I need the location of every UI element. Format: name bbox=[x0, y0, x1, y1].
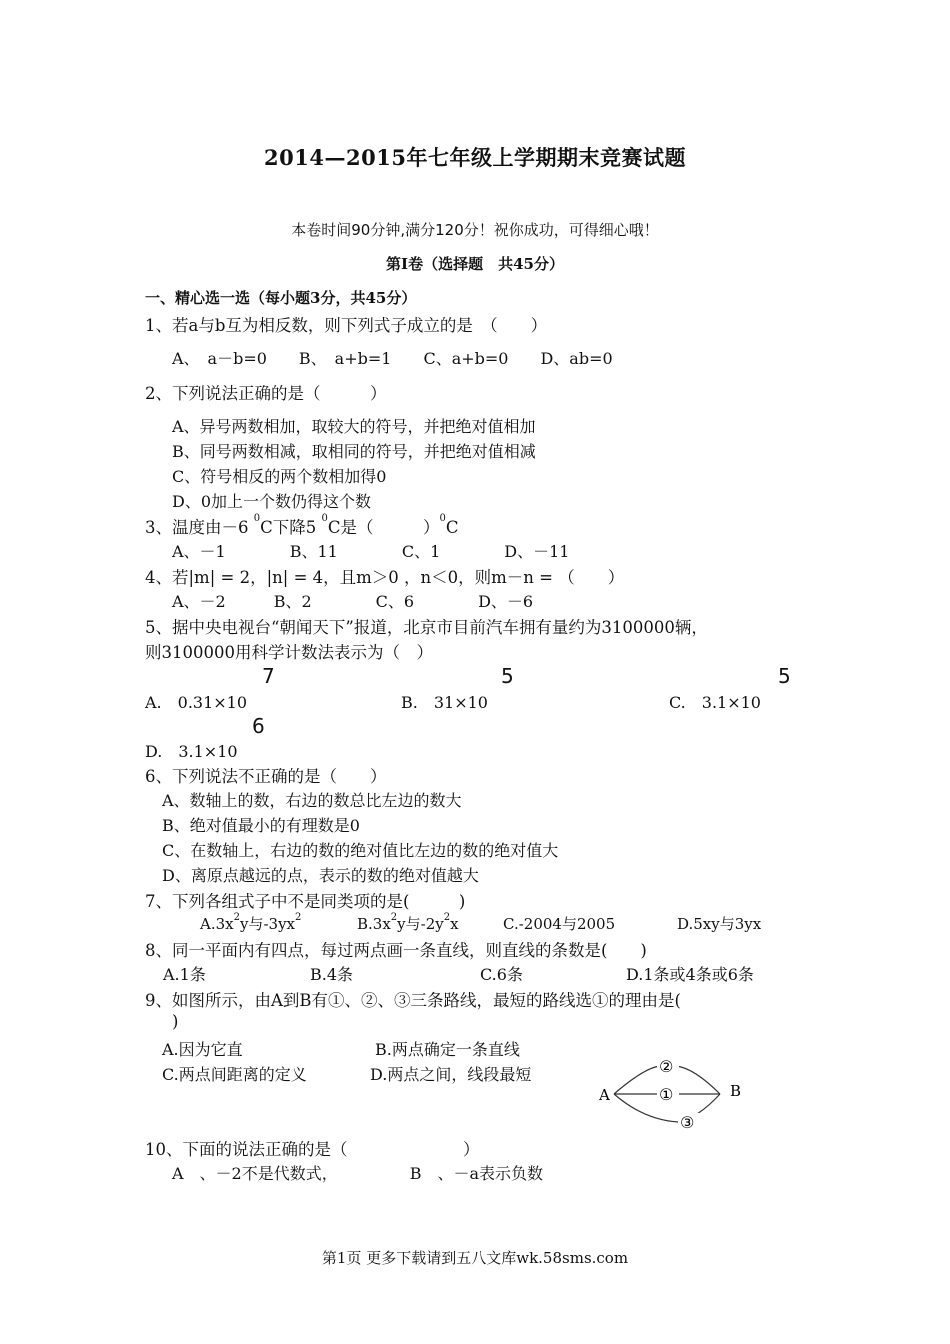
question-6-option-c: C、在数轴上，右边的数的绝对值比左边的数的绝对值大 bbox=[162, 841, 559, 860]
question-2-option-a: A、异号两数相加，取较大的符号，并把绝对值相加 bbox=[172, 417, 536, 436]
route-3-label: ③ bbox=[680, 1113, 695, 1132]
point-b-label: B bbox=[730, 1082, 742, 1100]
question-3-stem: 3、温度由－6 $^0$C下降5 $^0$C是（ ）$^0$C bbox=[145, 513, 459, 537]
question-9-option-a: A.因为它直 bbox=[162, 1040, 243, 1059]
volume-heading: 第Ⅰ卷（选择题 共45分） bbox=[386, 255, 564, 273]
question-3-options: A、－1 B、11 C、1 D、－11 bbox=[172, 542, 570, 561]
question-8-option-c: C.6条 bbox=[480, 965, 523, 984]
question-7-option-c: C.-2004与2005 bbox=[503, 915, 616, 933]
question-6-option-d: D、离原点越远的点，表示的数的绝对值越大 bbox=[162, 866, 479, 885]
question-6-option-a: A、数轴上的数，右边的数总比左边的数大 bbox=[162, 791, 462, 810]
option-b-exponent: 5 bbox=[501, 664, 514, 688]
question-9-option-d: D.两点之间，线段最短 bbox=[370, 1065, 532, 1084]
question-5-option-a: A. 0.31×10 bbox=[145, 693, 248, 712]
question-4-options: A、－2 B、2 C、6 D、－6 bbox=[172, 592, 534, 611]
question-7-option-b: $B.3x^2y$与$-2y^2x$ bbox=[357, 912, 459, 933]
section-heading: 一、精心选一选（每小题3分，共45分） bbox=[145, 289, 417, 307]
question-10-stem: 10、下面的说法正确的是（ ） bbox=[145, 1140, 480, 1159]
question-8-option-d: D.1条或4条或6条 bbox=[626, 965, 754, 984]
question-5-option-c: C. 3.1×10 bbox=[669, 693, 761, 712]
question-8-option-b: B.4条 bbox=[310, 965, 354, 984]
route-diagram bbox=[594, 1056, 754, 1132]
question-5-stem-line2: 则3100000用科学计数法表示为（ ） bbox=[145, 643, 433, 662]
question-7-option-d: D.5xy与3yx bbox=[677, 915, 762, 933]
question-2-option-d: D、0加上一个数仍得这个数 bbox=[172, 492, 372, 511]
question-2-option-b: B、同号两数相减，取相同的符号，并把绝对值相减 bbox=[172, 442, 536, 461]
option-c-exponent: 5 bbox=[778, 664, 791, 688]
point-a-label: A bbox=[599, 1086, 610, 1104]
question-5-stem-line1: 5、据中央电视台“朝闻天下”报道，北京市目前汽车拥有量约为3100000辆， bbox=[145, 618, 708, 637]
question-1-options: A、 a－b=0 B、 a+b=1 C、a+b=0 D、ab=0 bbox=[172, 349, 613, 368]
route-diagram-svg bbox=[594, 1056, 754, 1132]
route-2-label: ② bbox=[659, 1057, 674, 1076]
question-7-option-a: $A.3x^2y$与$-3yx^2$ bbox=[200, 912, 302, 933]
question-9-stem-line1: 9、如图所示，由A到B有①、②、③三条路线，最短的路线选①的理由是( bbox=[145, 991, 681, 1010]
question-8-stem: 8、同一平面内有四点，每过两点画一条直线，则直线的条数是( ) bbox=[145, 941, 647, 960]
question-6-stem: 6、下列说法不正确的是（ ） bbox=[145, 767, 387, 786]
question-4-stem: 4、若|m| = 2，|n| = 4，且m＞0 ，n＜0，则m－n = （ ） bbox=[145, 568, 625, 587]
question-7-stem: 7、下列各组式子中不是同类项的是( ) bbox=[145, 892, 466, 911]
question-9-option-b: B.两点确定一条直线 bbox=[375, 1040, 520, 1059]
question-5-option-b: B. 31×10 bbox=[401, 693, 488, 712]
question-8-option-a: A.1条 bbox=[163, 965, 206, 984]
question-9-option-c: C.两点间距离的定义 bbox=[162, 1065, 307, 1084]
option-d-exponent: 6 bbox=[252, 714, 265, 738]
page-title: 2014—2015年七年级上学期期末竞赛试题 bbox=[264, 145, 686, 170]
route-1-label: ① bbox=[659, 1085, 674, 1104]
page-footer: 第1页 更多下载请到五八文库wk.58sms.com bbox=[321, 1249, 629, 1267]
question-5-option-d: D. 3.1×10 bbox=[145, 742, 238, 761]
question-6-option-b: B、绝对值最小的有理数是0 bbox=[162, 816, 360, 835]
exam-instructions: 本卷时间90分钟,满分120分！祝你成功，可得细心哦！ bbox=[291, 221, 659, 239]
question-2-option-c: C、符号相反的两个数相加得0 bbox=[172, 467, 387, 486]
question-9-stem-line2: ) bbox=[172, 1012, 179, 1031]
option-a-exponent: 7 bbox=[262, 664, 275, 688]
question-10-options: A 、－2不是代数式， B 、－a表示负数 bbox=[172, 1164, 544, 1183]
question-2-stem: 2、下列说法正确的是（ ） bbox=[145, 384, 387, 403]
question-1-stem: 1、若a与b互为相反数，则下列式子成立的是 （ ） bbox=[145, 316, 548, 335]
